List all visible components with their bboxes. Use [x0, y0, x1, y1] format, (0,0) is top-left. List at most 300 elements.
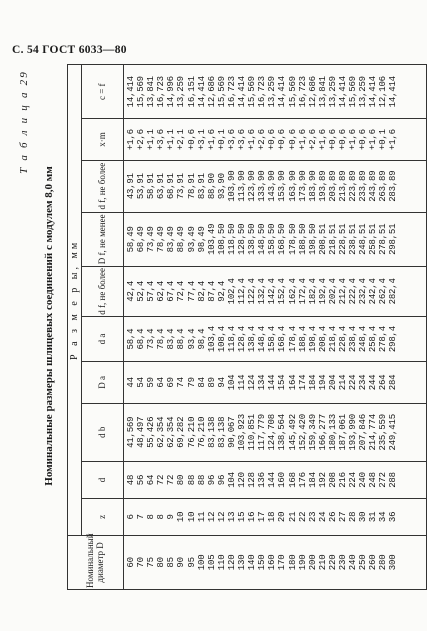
table-cell: 288	[388, 472, 399, 488]
table-cell: 72	[156, 474, 167, 486]
table-cell: 153,90	[277, 170, 288, 202]
table-cell: 72,4	[176, 280, 187, 302]
table-cell: 108,4	[216, 326, 227, 353]
table-cell: 16,723	[156, 76, 167, 108]
table-cell: 7	[136, 514, 147, 520]
table-cell: 36	[388, 511, 399, 523]
table-cell: 73,4	[146, 328, 157, 350]
table-cell: 110,851	[247, 414, 258, 451]
table-cell: 28	[348, 511, 359, 523]
table-cell: 148,4	[257, 326, 268, 353]
table-cell: 173,90	[297, 170, 308, 202]
table-cell: 152,4	[277, 278, 288, 305]
table-cell: 198,4	[307, 326, 318, 353]
table-cell: 74	[176, 377, 187, 388]
table-cell: 112,4	[237, 278, 248, 305]
table-cell: 62,4	[156, 280, 167, 302]
table-cell: +0,6	[267, 129, 278, 150]
table-cell: 120	[226, 554, 237, 571]
table-cell: 128,50	[237, 223, 248, 255]
table-cell: 202,4	[327, 278, 338, 305]
table-cell: 208,4	[317, 326, 328, 353]
table-cell: 78,49	[156, 226, 167, 253]
table-cell: 94	[216, 377, 227, 388]
table-cell: 280	[378, 554, 389, 571]
table-cell: 68,91	[166, 173, 177, 200]
column-df-max	[124, 160, 427, 212]
table-cell: 58,91	[146, 173, 157, 200]
table-cell: 180,133	[327, 414, 338, 451]
table-cell: 113,90	[237, 170, 248, 202]
table-cell: 248,51	[358, 223, 369, 255]
table-cell: 12	[206, 511, 217, 523]
table-cell: +2,6	[307, 129, 318, 150]
table-cell: 118,4	[226, 326, 237, 353]
table-cell: 14,996	[166, 76, 177, 108]
table-cell: 142,4	[267, 278, 278, 305]
table-cell: 117,779	[257, 414, 268, 451]
table-cell: 88	[196, 474, 207, 486]
table-cell: 16,723	[226, 76, 237, 108]
table-cell: 23	[307, 511, 318, 523]
table-cell: +1,6	[348, 129, 359, 150]
header-Da: D a	[82, 362, 124, 403]
column-da	[124, 316, 427, 362]
table-cell: 13,259	[176, 76, 187, 108]
table-cell: 278,51	[378, 223, 389, 255]
table-cell: 152,420	[297, 414, 308, 451]
page-header: С. 54 ГОСТ 6033—80	[12, 44, 127, 56]
table-cell: 140	[247, 554, 258, 571]
table-cell: 216	[337, 472, 348, 488]
table-cell: +1,6	[368, 129, 379, 150]
table-cell: 104	[226, 472, 237, 488]
table-cell: 69	[166, 377, 177, 388]
table-cell: 232,4	[358, 278, 369, 305]
table-cell: 41,569	[126, 416, 136, 448]
table-cell: 85	[166, 557, 177, 568]
header-df: d f, не более	[82, 266, 124, 316]
table-cell: +0,6	[327, 129, 338, 150]
table-cell: 96	[206, 474, 217, 486]
table-cell: 193,89	[317, 170, 328, 202]
table-cell: 128	[247, 472, 258, 488]
table-cell: 133,90	[257, 170, 268, 202]
table-cell: 174	[297, 374, 308, 391]
table-title: Номинальные размеры шлицевых соединений с модулем 8,0 мм	[43, 166, 55, 486]
header-db: d b	[82, 403, 124, 462]
table-cell: 13,841	[146, 76, 157, 108]
table-cell: 208	[327, 472, 338, 488]
table-cell: 222,4	[348, 278, 359, 305]
column-z	[124, 498, 427, 535]
table-cell: 118,50	[226, 223, 237, 255]
table-cell: 58,49	[126, 226, 136, 253]
table-cell: 240	[348, 554, 359, 571]
table-cell: 56	[136, 474, 147, 486]
rotated-table-area	[14, 60, 424, 592]
table-cell: 78,91	[186, 173, 197, 200]
table-cell: 75	[146, 557, 157, 568]
table-cell: 13,841	[317, 76, 328, 108]
table-cell: 83,138	[216, 416, 227, 448]
table-cell: 6	[126, 514, 136, 520]
table-cell: 238,4	[348, 326, 359, 353]
table-cell: 24	[317, 511, 328, 523]
column-d	[124, 462, 427, 499]
table-cell: +1,6	[126, 129, 136, 150]
table-cell: 14,414	[368, 76, 379, 108]
table-cell: 128,4	[237, 326, 248, 353]
table-cell: 14,414	[277, 76, 288, 108]
table-cell: 298,4	[388, 326, 399, 353]
table-cell: +2,6	[257, 129, 268, 150]
table-cell: 77,4	[186, 280, 197, 302]
table-cell: 168,50	[277, 223, 288, 255]
table-cell: 298,51	[388, 223, 399, 255]
table-cell: 84	[196, 377, 207, 388]
table-cell: 264	[378, 374, 389, 391]
table-cell: 15,569	[216, 76, 227, 108]
header-sizes-group: Р а з м е р ы, мм	[68, 65, 82, 536]
table-cell: 260	[368, 554, 379, 571]
table-cell: +0,6	[186, 129, 197, 150]
header-da: d a	[82, 316, 124, 362]
table-cell: +3,6	[237, 129, 248, 150]
table-cell: 96	[216, 474, 227, 486]
table-cell: 248,4	[358, 326, 369, 353]
table-cell: 64	[146, 474, 157, 486]
table-cell: +3,1	[196, 129, 207, 150]
table-cell: 168,4	[277, 326, 288, 353]
table-cell: 26	[327, 511, 338, 523]
table-cell: 249,415	[388, 414, 399, 451]
table-cell: +1,6	[297, 129, 308, 150]
table-cell: 103,923	[237, 414, 248, 451]
table-cell: 208,51	[317, 223, 328, 255]
table-cell: 58,4	[126, 328, 136, 350]
header-xm: x·m	[82, 119, 124, 160]
table-cell: 48	[126, 474, 136, 486]
table-cell: 138,564	[277, 414, 288, 451]
table-cell: 13,259	[327, 76, 338, 108]
table-cell: 258,51	[368, 223, 379, 255]
table-cell: 178,50	[287, 223, 298, 255]
table-cell: 242,4	[368, 278, 379, 305]
spec-table	[67, 64, 427, 590]
table-cell: 54	[136, 377, 147, 388]
table-cell: 16,723	[257, 76, 268, 108]
table-cell: 122,4	[247, 278, 258, 305]
table-cell: +1,6	[206, 129, 217, 150]
table-cell: 272	[378, 472, 389, 488]
table-cell: +0,1	[378, 129, 389, 150]
table-cell: 284	[388, 374, 399, 391]
table-cell: 158,50	[267, 223, 278, 255]
table-cell: 15,569	[247, 76, 258, 108]
table-cell: 80	[176, 474, 187, 486]
table-cell: 80	[156, 557, 167, 568]
table-cell: 79	[186, 377, 197, 388]
table-cell: +1,6	[388, 129, 399, 150]
table-cell: 88,49	[176, 226, 187, 253]
table-cell: 262,4	[378, 278, 389, 305]
table-cell: 52,4	[136, 280, 147, 302]
table-cell: 188,50	[297, 223, 308, 255]
table-cell: 83,91	[196, 173, 207, 200]
table-cell: +1,1	[146, 129, 157, 150]
table-cell: 62,354	[156, 416, 167, 448]
table-cell: 134	[257, 374, 268, 391]
table-cell: 14,414	[237, 76, 248, 108]
table-cell: 104	[226, 374, 237, 391]
table-cell: 282,4	[388, 278, 399, 305]
table-cell: 8	[156, 514, 167, 520]
table-cell: 214,774	[368, 414, 379, 451]
table-cell: 145,492	[287, 414, 298, 451]
table-cell: 73,91	[176, 173, 187, 200]
table-cell: 73,49	[146, 226, 157, 253]
table-cell: +0,6	[277, 129, 288, 150]
table-cell: +0,6	[337, 129, 348, 150]
table-cell: 63,91	[156, 173, 167, 200]
table-cell: 44	[126, 377, 136, 388]
header-cf: c = f	[82, 65, 124, 119]
table-cell: 87,4	[206, 280, 217, 302]
table-cell: 300	[388, 554, 399, 571]
table-cell: +0,6	[358, 129, 369, 150]
table-cell: 16	[247, 511, 258, 523]
table-cell: 82,4	[196, 280, 207, 302]
table-cell: 193,990	[348, 414, 359, 451]
table-cell: 12,106	[378, 76, 389, 108]
table-cell: 144	[267, 472, 278, 488]
table-cell: 200	[307, 554, 318, 571]
table-cell: 212,4	[337, 278, 348, 305]
table-cell: 218,51	[327, 223, 338, 255]
table-cell: 187,061	[337, 414, 348, 451]
table-cell: 204	[327, 374, 338, 391]
table-cell: 100	[196, 554, 207, 571]
table-cell: 90,067	[226, 416, 237, 448]
table-cell: 188,4	[297, 326, 308, 353]
table-cell: 14,414	[337, 76, 348, 108]
header-z: z	[82, 498, 124, 535]
column-df	[124, 266, 427, 316]
table-cell: 240	[358, 472, 369, 488]
column-Da	[124, 362, 427, 403]
table-cell: 69,282	[176, 416, 187, 448]
table-cell: 160	[267, 554, 278, 571]
table-cell: +2,1	[176, 129, 187, 150]
table-cell: 11	[196, 511, 207, 523]
table-cell: 102,4	[226, 278, 237, 305]
table-cell: 95	[186, 557, 197, 568]
table-cell: 83,138	[206, 416, 217, 448]
table-cell: 98,49	[196, 226, 207, 253]
table-cell: 223,89	[348, 170, 359, 202]
table-cell: 34	[378, 511, 389, 523]
table-cell: 64	[156, 377, 167, 388]
table-cell: 9	[166, 514, 177, 520]
table-cell: 124	[247, 374, 258, 391]
table-cell: 210	[317, 554, 328, 571]
table-cell: 14,414	[126, 76, 136, 108]
table-cell: 170	[277, 554, 288, 571]
table-cell: 230	[337, 554, 348, 571]
table-cell: 168	[287, 472, 298, 488]
table-cell: 10	[176, 511, 187, 523]
table-cell: 278,4	[378, 326, 389, 353]
table-cell: 12,686	[206, 76, 217, 108]
table-cell: 16,723	[297, 76, 308, 108]
table-cell: 220	[327, 554, 338, 571]
column-Df	[124, 212, 427, 266]
table-cell: 20	[277, 511, 288, 523]
column-db	[124, 403, 427, 462]
table-cell: 10	[186, 511, 197, 523]
table-cell: 183,90	[307, 170, 318, 202]
column-xm	[124, 119, 427, 160]
table-cell: 93,90	[216, 173, 227, 200]
table-cell: 30	[358, 511, 369, 523]
table-cell: +1,6	[317, 129, 328, 150]
table-cell: 53,91	[136, 173, 147, 200]
table-cell: 15	[237, 511, 248, 523]
table-cell: 12	[216, 511, 227, 523]
header-nominal-diameter: Номинальный диаметр D	[68, 535, 124, 589]
table-cell: +0,1	[216, 129, 227, 150]
table-cell: 59	[146, 377, 157, 388]
table-cell: 163,90	[287, 170, 298, 202]
table-cell: 184	[307, 472, 318, 488]
table-cell: 13,259	[358, 76, 369, 108]
table-cell: 12,686	[307, 76, 318, 108]
table-cell: 89	[206, 377, 217, 388]
table-cell: 162,4	[287, 278, 298, 305]
table-cell: 18	[267, 511, 278, 523]
table-cell: 88,4	[176, 328, 187, 350]
table-cell: 17	[257, 511, 268, 523]
table-cell: 235,559	[378, 414, 389, 451]
table-cell: 92,4	[216, 280, 227, 302]
table-cell: 21	[287, 511, 298, 523]
table-cell: 105	[206, 554, 217, 571]
table-cell: 124,708	[267, 414, 278, 451]
table-cell: 283,89	[388, 170, 399, 202]
table-cell: 214	[337, 374, 348, 391]
table-cell: +3,6	[156, 129, 167, 150]
table-cell: 233,89	[358, 170, 369, 202]
table-cell: 43,91	[126, 173, 136, 200]
table-cell: 55,426	[146, 416, 157, 448]
table-cell: 154	[277, 374, 288, 391]
table-cell: 13	[226, 511, 237, 523]
table-cell: 228,51	[337, 223, 348, 255]
table-cell: 108,50	[216, 223, 227, 255]
table-cell: 158,4	[267, 326, 278, 353]
table-cell: 83,49	[166, 226, 177, 253]
table-cell: +0,6	[287, 129, 298, 150]
table-cell: 15,569	[287, 76, 298, 108]
table-cell: 198,50	[307, 223, 318, 255]
table-cell: 218,4	[327, 326, 338, 353]
table-cell: 132,4	[257, 278, 268, 305]
table-cell: 68,49	[136, 226, 147, 253]
table-cell: 250	[358, 554, 369, 571]
table-cell: 192,4	[317, 278, 328, 305]
table-cell: 130	[237, 554, 248, 571]
table-cell: 224	[348, 374, 359, 391]
table-cell: 103,49	[206, 223, 217, 255]
table-cell: 15,569	[348, 76, 359, 108]
table-cell: 159,349	[307, 414, 318, 451]
table-cell: 244	[368, 374, 379, 391]
column-cf	[124, 65, 427, 119]
table-cell: 83,4	[166, 328, 177, 350]
table-cell: 103,90	[226, 170, 237, 202]
table-cell: 166,277	[317, 414, 328, 451]
table-cell: 213,89	[337, 170, 348, 202]
table-cell: 78,4	[156, 328, 167, 350]
table-cell: 228,4	[337, 326, 348, 353]
header-Df: D f, не менее	[82, 212, 124, 266]
table-cell: 176	[297, 472, 308, 488]
table-cell: 194	[317, 374, 328, 391]
table-cell: 68,4	[136, 328, 147, 350]
table-cell: +1,6	[247, 129, 258, 150]
table-cell: 70	[136, 557, 147, 568]
table-cell: +3,6	[226, 129, 237, 150]
table-cell: 243,89	[368, 170, 379, 202]
table-cell: 98,4	[196, 328, 207, 350]
table-cell: 22	[297, 511, 308, 523]
table-cell: 76,210	[196, 416, 207, 448]
table-cell: 88,90	[206, 173, 217, 200]
table-cell: 62,354	[166, 416, 177, 448]
table-cell: 207,846	[358, 414, 369, 451]
table-cell: 48,497	[136, 416, 147, 448]
table-cell: 67,4	[166, 280, 177, 302]
table-cell: 15,569	[136, 76, 147, 108]
table-cell: 14,414	[196, 76, 207, 108]
table-cell: 31	[368, 511, 379, 523]
table-cell: 93,4	[186, 328, 197, 350]
table-cell: 114	[237, 374, 248, 391]
table-cell: 88	[186, 474, 197, 486]
table-cell: 110	[216, 554, 227, 571]
table-cell: 60	[126, 557, 136, 568]
table-cell: 160	[277, 472, 288, 488]
table-cell: 180	[287, 554, 298, 571]
table-cell: +2,6	[136, 129, 147, 150]
table-cell: 14,414	[388, 76, 399, 108]
table-cell: 258,4	[368, 326, 379, 353]
table-cell: 238,51	[348, 223, 359, 255]
table-cell: 192	[317, 472, 328, 488]
table-cell: 93,49	[186, 226, 197, 253]
table-cell: 150	[257, 554, 268, 571]
header-d: d	[82, 462, 124, 499]
table-cell: 76,210	[186, 416, 197, 448]
table-cell: 72	[166, 474, 177, 486]
table-cell: 178,4	[287, 326, 298, 353]
table-cell: 16,151	[186, 76, 197, 108]
table-cell: 203,89	[327, 170, 338, 202]
table-cell: 42,4	[126, 280, 136, 302]
table-cell: 263,89	[378, 170, 389, 202]
table-cell: 224	[348, 472, 359, 488]
